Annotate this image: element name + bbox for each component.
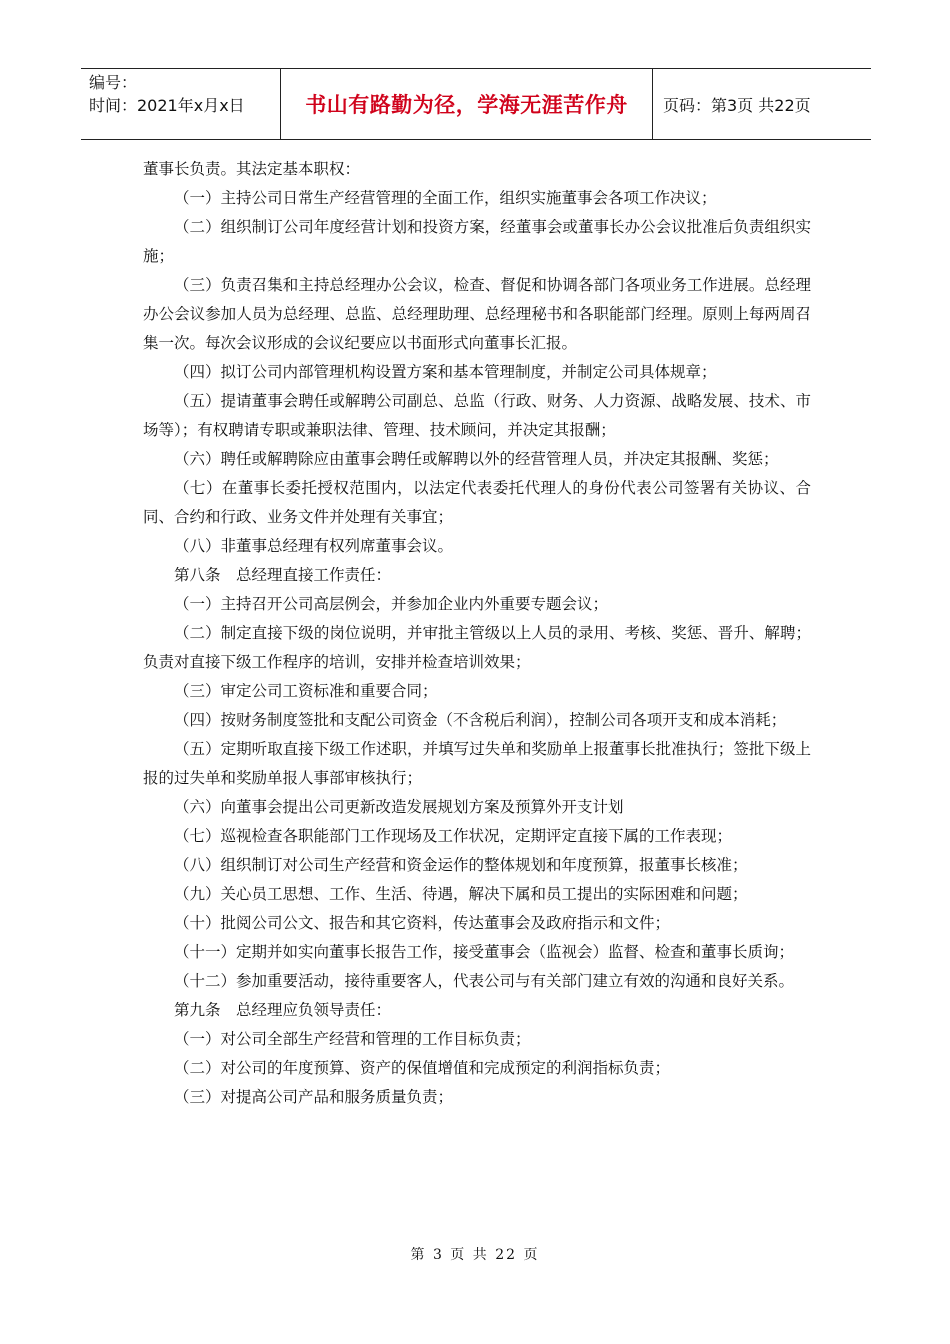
page-footer [0, 1244, 950, 1264]
body-paragraph: （八）非董事总经理有权列席董事会议。 [174, 537, 454, 555]
body-paragraph: （三）负责召集和主持总经理办公会议，检查、督促和协调各部门各项业务工作进展。总经理办公会议参加人员为总经理、总监、总经理助理、总经理秘书和各职能部门经理。原则上每两周召集一次。每次会议形成的会议纪要应以书面形式向董事长汇报。 [143, 276, 811, 352]
footer-page-number: 第 3 页 共 22 页 [410, 1247, 540, 1263]
body-paragraph: （一）主持召开公司高层例会，并参加企业内外重要专题会议； [174, 595, 609, 613]
body-paragraph: （六）聘任或解聘除应由董事会聘任或解聘以外的经营管理人员，并决定其报酬、奖惩； [174, 450, 779, 468]
body-paragraph: 董事长负责。其法定基本职权： [143, 160, 361, 178]
body-paragraph: （十二）参加重要活动，接待重要客人，代表公司与有关部门建立有效的沟通和良好关系。 [174, 972, 795, 990]
body-paragraph: （十一）定期并如实向董事长报告工作，接受董事会（监视会）监督、检查和董事长质询； [174, 943, 795, 961]
header-motto: 书山有路勤为径，学海无涯苦作舟 [305, 93, 628, 117]
body-paragraph: （一）主持公司日常生产经营管理的全面工作，组织实施董事会各项工作决议； [174, 189, 717, 207]
body-paragraph: （九）关心员工思想、工作、生活、待遇，解决下属和员工提出的实际困难和问题； [174, 885, 748, 903]
header-page-label: 页码：第3页 共22页 [663, 95, 811, 115]
body-paragraph: （八）组织制订对公司生产经营和资金运作的整体规划和年度预算，报董事长核准； [174, 856, 748, 874]
body-paragraph: （三）审定公司工资标准和重要合同； [174, 682, 438, 700]
body-paragraph: （七）在董事长委托授权范围内，以法定代表委托代理人的身份代表公司签署有关协议、合同、合约和行政、业务文件并处理有关事宜； [143, 479, 811, 526]
body-paragraph: （四）按财务制度签批和支配公司资金（不含税后利润），控制公司各项开支和成本消耗； [174, 711, 787, 729]
body-paragraph: （十）批阅公司公文、报告和其它资料，传达董事会及政府指示和文件； [174, 914, 671, 932]
body-paragraph: （五）提请董事会聘任或解聘公司副总、总监（行政、财务、人力资源、战略发展、技术、市场等）；有权聘请专职或兼职法律、管理、技术顾问，并决定其报酬； [143, 392, 811, 439]
document-number-label: 编号： [89, 73, 138, 92]
body-paragraph: 第九条 总经理应负领导责任： [174, 1001, 392, 1019]
header-meta [81, 69, 281, 139]
body-paragraph: （六）向董事会提出公司更新改造发展规划方案及预算外开支计划 [174, 798, 624, 816]
body-paragraph: （二）对公司的年度预算、资产的保值增值和完成预定的利润指标负责； [174, 1059, 671, 1077]
body-paragraph: （二）制定直接下级的岗位说明，并审批主管级以上人员的录用、考核、奖惩、晋升、解聘；负责对直接下级工作程序的培训，安排并检查培训效果； [143, 624, 811, 671]
page-header [81, 68, 871, 140]
body-paragraph: （三）对提高公司产品和服务质量负责； [174, 1088, 454, 1106]
header-page-info [653, 69, 871, 139]
body-paragraph: （一）对公司全部生产经营和管理的工作目标负责； [174, 1030, 531, 1048]
body-paragraph: （七）巡视检查各职能部门工作现场及工作状况，定期评定直接下属的工作表现； [174, 827, 733, 845]
body-paragraph: （五）定期听取直接下级工作述职，并填写过失单和奖励单上报董事长批准执行；签批下级上报的过失单和奖励单报人事部审核执行； [143, 740, 811, 787]
document-body [143, 155, 811, 1112]
header-motto-cell [281, 69, 653, 139]
body-paragraph: （四）拟订公司内部管理机构设置方案和基本管理制度，并制定公司具体规章； [174, 363, 717, 381]
body-paragraph: （二）组织制订公司年度经营计划和投资方案，经董事会或董事长办公会议批准后负责组织实施； [143, 218, 811, 265]
document-time-label: 时间：2021年x月x日 [89, 96, 245, 115]
body-paragraph: 第八条 总经理直接工作责任： [174, 566, 392, 584]
